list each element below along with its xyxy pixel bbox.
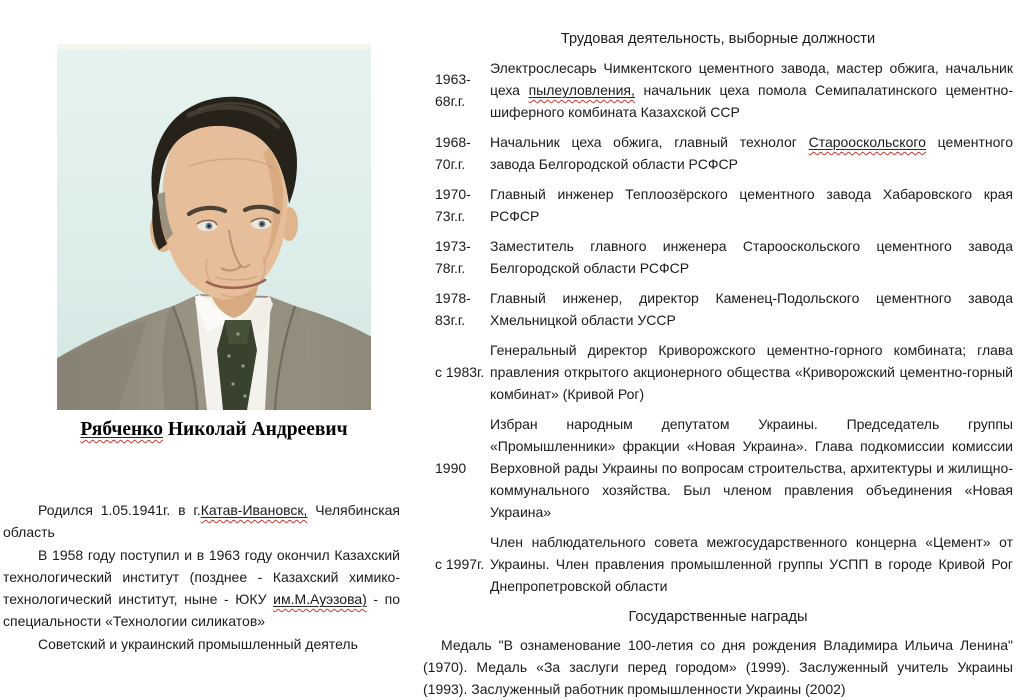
name-rest: Николай Андреевич [162,419,348,440]
year-line: 73г.г. [435,208,466,224]
year-line: 1968- [435,134,471,150]
year-line: с 1997г. [435,556,485,572]
work-history-section [423,0,1013,700]
work-year [423,361,490,383]
work-description: Избран народным депутатом Украины. Председатель группы «Промышленники» фракции «Новая Украина». Глава подкомиссии комиссии Верховной рады Украины по вопросам строительства, архитектуры и жилищно-коммунального хозяйства. Был членом правления объединения «Новая Украина» [490,416,1013,520]
work-description: Генеральный директор Криворожского цементно-горного комбината; глава правления открытого акционерного общества «Криворожский цементно-горный комбинат» (Кривой Рог) [490,342,1013,402]
portrait-photo [57,44,371,410]
year-line: 1973- [435,238,471,254]
right-eye-pupil [261,223,264,226]
misspelled-surname: Рябченко [80,419,163,440]
photo-top-border [57,44,371,50]
work-year [423,553,490,575]
work-description: Главный инженер Теплоозёрского цементного завода Хабаровского края РСФСР [490,186,1013,224]
work-year [423,131,490,175]
year-line: 68г.г. [435,93,466,109]
work-description: Начальник цеха обжига, главный технолог Старооскольского цементного завода Белгородской области РСФСР [490,134,1013,172]
misspelled-institute-name: им.М.Ауэзова) [273,591,367,608]
work-description: Электрослесарь Чимкентского цементного завода, мастер обжига, начальник цеха пылеуловления, начальник цеха помола Семипалатинского цементно-шиферного комбината Казахской ССР [490,60,1013,120]
work-row-since-1983 [423,339,1013,405]
work-row-1973-78 [423,235,1013,279]
work-year [423,287,490,331]
awards-text: Медаль "В ознаменование 100-летия со дня рождения Владимира Ильича Ленина" (1970). Медаль «За заслуги перед городом» (1999). Заслуженный учитель Украины (1993). Заслуженный работник промышленности Украины (2002) [423,637,1013,697]
misspelled-word: Старооскольского [808,134,926,150]
work-history-heading: Трудовая деятельность, выборные должности [560,31,876,47]
portrait-illustration [57,44,371,410]
work-row-1968-70 [423,131,1013,175]
year-line: 83г.г. [435,312,466,328]
awards-heading: Государственные награды [628,609,808,625]
work-description: Член наблюдательного совета межгосударственного концерна «Цемент» от Украины. Член правления промышленной группы УСПП в городе Кривой Рог Днепропетровской области [490,534,1013,594]
year-line: 1978- [435,290,471,306]
bio-paragraph-summary: Советский и украинский промышленный деятель [38,635,358,652]
work-row-1978-83 [423,287,1013,331]
work-description: Заместитель главного инженера Старооскольского цементного завода Белгородской области РСФСР [490,238,1013,276]
year-line: 1963- [435,71,471,87]
work-row-1970-73 [423,183,1013,227]
year-line: 70г.г. [435,156,466,172]
biography-text [3,499,400,655]
year-line: 78г.г. [435,260,466,276]
work-row-1990 [423,413,1013,523]
year-line: с 1983г. [435,364,485,380]
work-row-since-1997 [423,531,1013,597]
year-line: 1970- [435,186,471,202]
person-name [0,419,428,441]
tie-knot [225,320,251,344]
misspelled-word: пылеуловления, [528,82,635,98]
work-row-1963-68 [423,57,1013,123]
work-description: Главный инженер, директор Каменец-Подольского цементного завода Хмельницкой области УССР [490,290,1013,328]
work-year [423,457,490,479]
year-line: 1990 [435,460,467,476]
work-year [423,183,490,227]
bio-paragraph-education: В 1958 году поступил и в 1963 году окончил Казахский технологический институт (позднее - Казахский химико-технологический институт, ныне - ЮКУ им.М.Ауэзова) - по специальности «Технологии силикатов» [3,546,401,630]
work-year [423,235,490,279]
misspelled-city: Катав-Ивановск, [200,502,308,518]
left-eye-pupil [208,225,211,228]
bio-paragraph-birth: Родился 1.05.1941г. в г.Катав-Ивановск, Челябинская область [3,502,400,541]
work-year [423,68,490,112]
